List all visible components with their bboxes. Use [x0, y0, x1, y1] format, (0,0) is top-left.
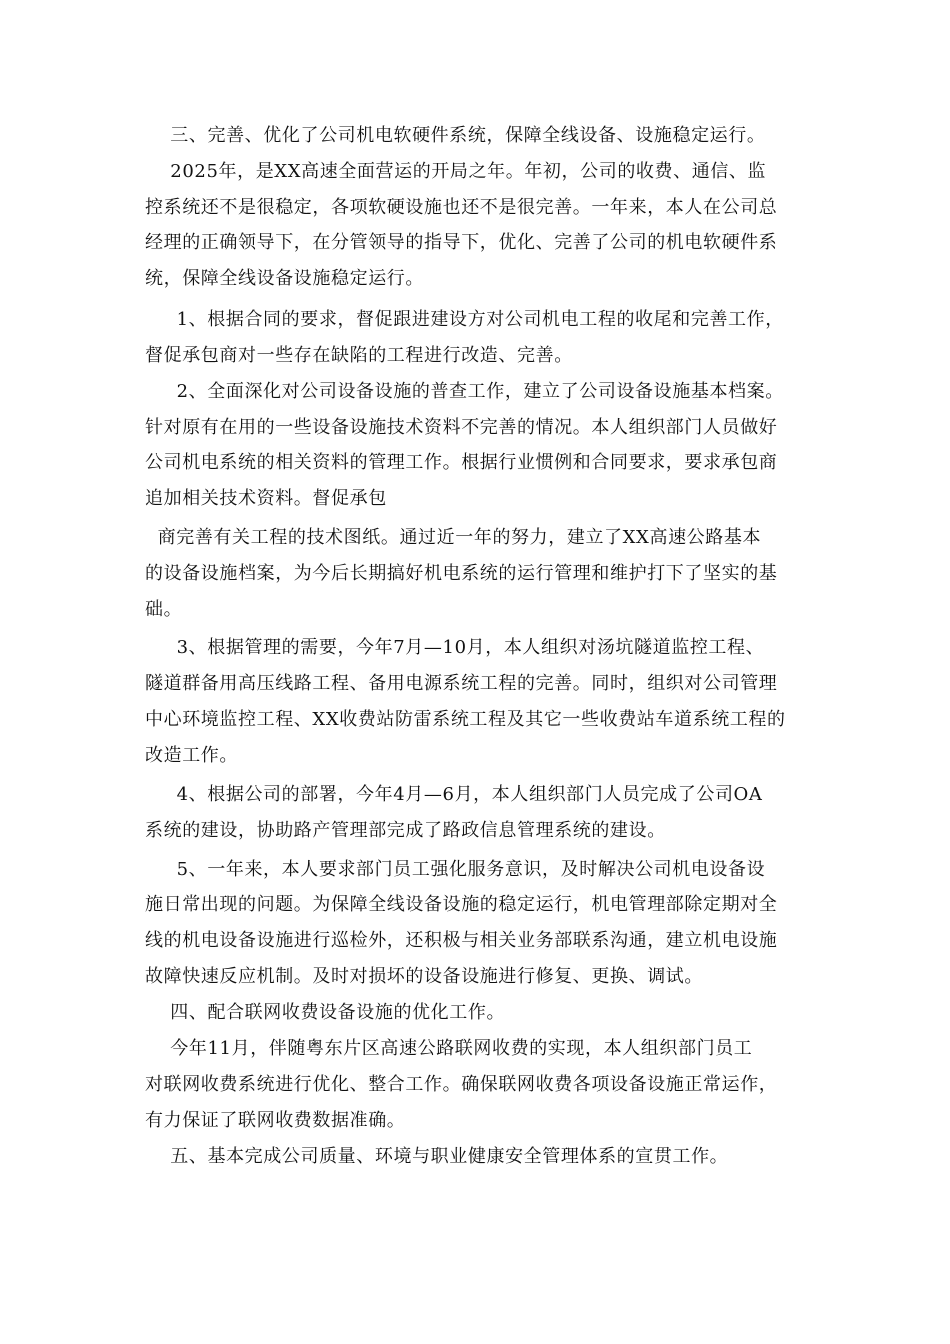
paragraph-line: 商完善有关工程的技术图纸。通过近一年的努力，建立了XX高速公路基本 [145, 527, 762, 548]
paragraph-line: 统，保障全线设备设施稳定运行。 [145, 268, 424, 289]
paragraph-line: 的设备设施档案，为今后长期搞好机电系统的运行管理和维护打下了坚实的基 [145, 563, 778, 584]
section-heading-4: 四、配合联网收费设备设施的优化工作。 [145, 1002, 506, 1023]
paragraph-line: 今年11月，伴随粤东片区高速公路联网收费的实现，本人组织部门员工 [145, 1038, 753, 1059]
paragraph-line: 公司机电系统的相关资料的管理工作。根据行业惯例和合同要求，要求承包商 [145, 452, 778, 473]
paragraph-line: 经理的正确领导下，在分管领导的指导下，优化、完善了公司的机电软硬件系 [145, 232, 778, 253]
paragraph-line: 改造工作。 [145, 745, 238, 766]
paragraph-line: 有力保证了联网收费数据准确。 [145, 1110, 406, 1131]
paragraph-line: 3、根据管理的需要，今年7月—10月，本人组织对汤坑隧道监控工程、 [145, 637, 765, 658]
paragraph-line: 2、全面深化对公司设备设施的普查工作，建立了公司设备设施基本档案。 [145, 381, 784, 402]
paragraph-line: 对联网收费系统进行优化、整合工作。确保联网收费各项设备设施正常运作， [145, 1074, 778, 1095]
paragraph-line: 施日常出现的问题。为保障全线设备设施的稳定运行，机电管理部除定期对全 [145, 894, 778, 915]
paragraph-line: 中心环境监控工程、XX收费站防雷系统工程及其它一些收费站车道系统工程的 [145, 709, 786, 730]
paragraph-line: 故障快速反应机制。及时对损坏的设备设施进行修复、更换、调试。 [145, 966, 703, 987]
section-heading-3: 三、完善、优化了公司机电软硬件系统，保障全线设备、设施稳定运行。 [145, 125, 766, 146]
paragraph-line: 线的机电设备设施进行巡检外，还积极与相关业务部联系沟通，建立机电设施 [145, 930, 778, 951]
paragraph-line: 系统的建设，协助路产管理部完成了路政信息管理系统的建设。 [145, 820, 666, 841]
paragraph-line: 2025年，是XX高速全面营运的开局之年。年初，公司的收费、通信、监 [145, 161, 767, 182]
paragraph-line: 督促承包商对一些存在缺陷的工程进行改造、完善。 [145, 345, 573, 366]
paragraph-line: 隧道群备用高压线路工程、备用电源系统工程的完善。同时，组织对公司管理 [145, 673, 778, 694]
paragraph-line: 针对原有在用的一些设备设施技术资料不完善的情况。本人组织部门人员做好 [145, 417, 778, 438]
paragraph-line: 础。 [145, 599, 183, 620]
paragraph-line: 追加相关技术资料。督促承包 [145, 488, 387, 509]
paragraph-line: 5、一年来，本人要求部门员工强化服务意识，及时解决公司机电设备设 [145, 859, 766, 880]
paragraph-line: 1、根据合同的要求，督促跟进建设方对公司机电工程的收尾和完善工作， [145, 309, 784, 330]
paragraph-line: 控系统还不是很稳定，各项软硬设施也还不是很完善。一年来，本人在公司总 [145, 197, 778, 218]
paragraph-line: 4、根据公司的部署，今年4月—6月，本人组织部门人员完成了公司OA [145, 784, 763, 805]
section-heading-5: 五、基本完成公司质量、环境与职业健康安全管理体系的宣贯工作。 [145, 1146, 729, 1167]
